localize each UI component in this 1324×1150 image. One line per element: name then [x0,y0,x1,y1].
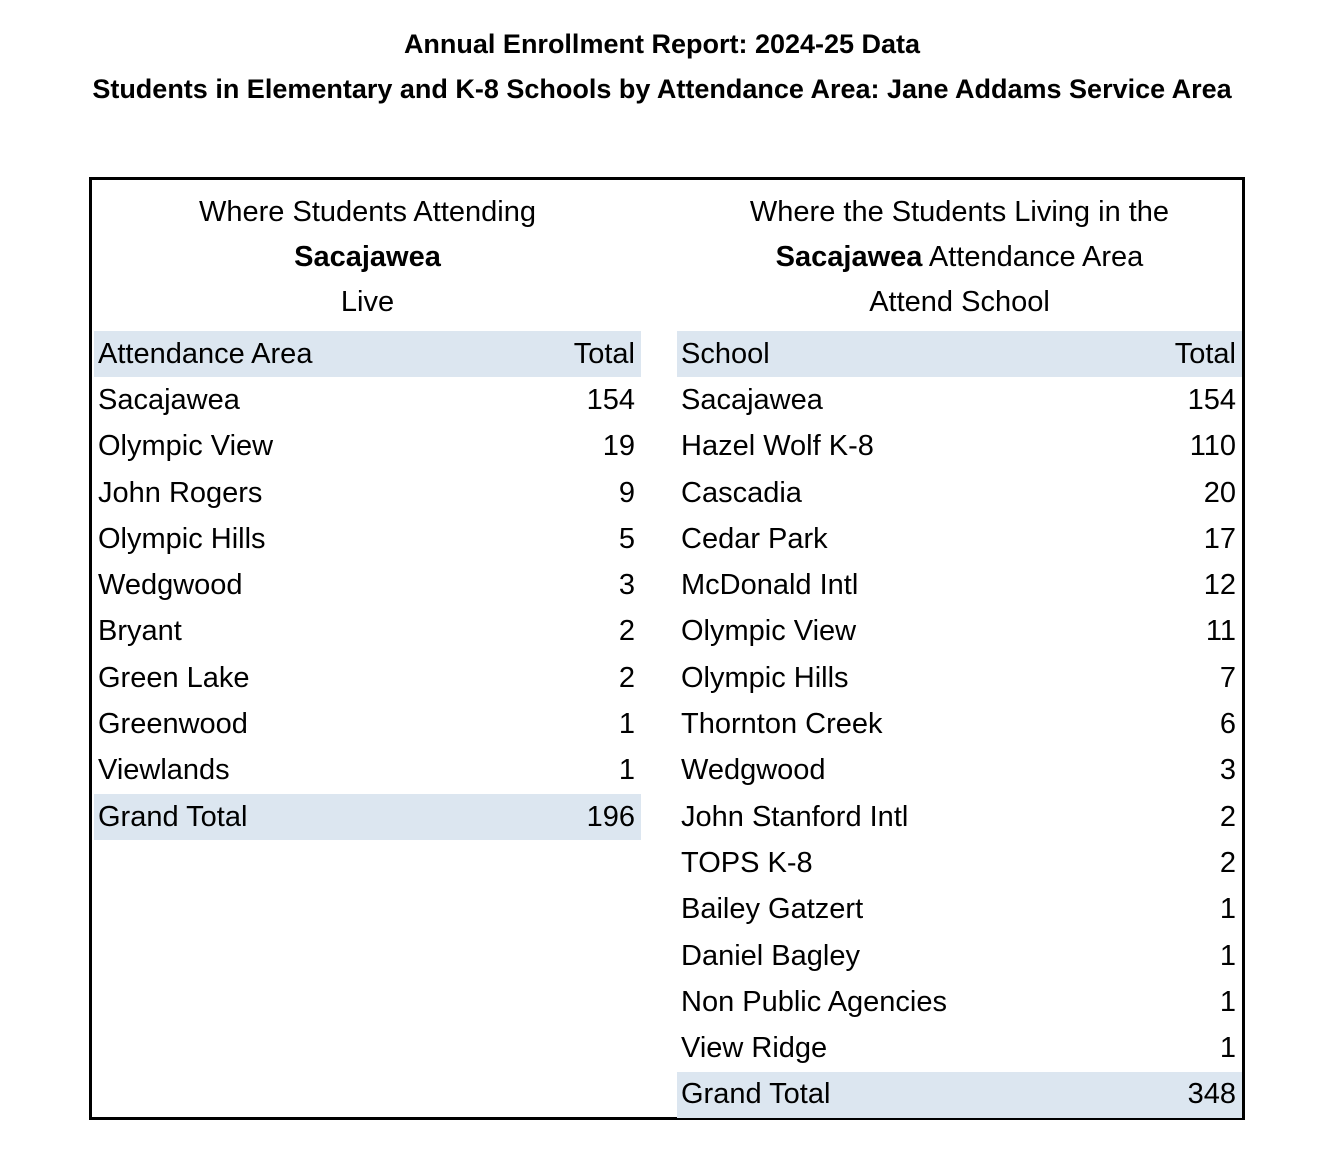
row-total: 11 [1205,615,1236,648]
table-row [94,748,641,794]
left-grand-total-value: 196 [586,800,635,833]
row-label: Olympic Hills [98,522,266,555]
left-table-header [94,331,641,377]
row-label: John Rogers [98,476,263,509]
row-label: Cascadia [681,476,802,509]
row-label: Sacajawea [681,383,823,416]
row-label: Hazel Wolf K-8 [681,430,874,463]
row-label: Olympic View [681,615,857,648]
table-row [94,377,641,423]
row-total: 2 [1219,800,1236,833]
table-row [94,701,641,747]
report-subtitle: Students in Elementary and K-8 Schools by Attendance Area: Jane Addams Service Area [92,74,1232,104]
table-row [677,516,1242,562]
row-total: 19 [602,430,635,463]
table-row [677,424,1242,470]
left-heading-school: Sacajawea [294,241,441,273]
row-total: 3 [1219,754,1236,787]
left-table-body [94,377,641,794]
table-row [94,470,641,516]
row-label: TOPS K-8 [681,846,813,879]
table-row [677,562,1242,608]
row-total: 1 [618,708,635,741]
left-heading-line1: Where Students Attending [199,196,536,228]
row-total: 6 [1219,708,1236,741]
right-col-total: Total [1174,337,1236,370]
row-label: Bailey Gatzert [681,893,864,926]
row-total: 1 [1219,939,1236,972]
table-row [94,424,641,470]
table-row [677,470,1242,516]
row-label: Wedgwood [681,754,826,787]
right-heading-line1: Where the Students Living in the [749,196,1170,228]
row-label: Bryant [98,615,182,648]
left-col-attendance-area: Attendance Area [98,337,313,370]
row-total: 154 [1187,383,1236,416]
table-row [677,609,1242,655]
row-total: 12 [1203,569,1236,602]
left-grand-total-row [94,794,641,840]
row-label: Daniel Bagley [681,939,860,972]
right-grand-total-row [677,1072,1242,1118]
row-total: 2 [618,661,635,694]
table-row [677,887,1242,933]
left-heading-line3: Live [340,286,395,318]
row-total: 2 [618,615,635,648]
row-total: 1 [1219,985,1236,1018]
right-panel-heading [677,180,1242,331]
row-label: Greenwood [98,708,248,741]
table-row [677,933,1242,979]
row-total: 7 [1219,661,1236,694]
table-row [677,794,1242,840]
row-total: 9 [618,476,635,509]
row-label: Cedar Park [681,522,828,555]
row-total: 1 [1219,893,1236,926]
row-label: McDonald Intl [681,569,859,602]
report-title: Annual Enrollment Report: 2024-25 Data [403,29,921,59]
left-panel [94,180,641,840]
left-col-total: Total [573,337,635,370]
right-table-body [677,377,1242,1071]
row-label: Wedgwood [98,569,243,602]
row-label: Viewlands [98,754,230,787]
table-row [94,655,641,701]
row-total: 1 [618,754,635,787]
table-row [677,701,1242,747]
row-label: Olympic View [98,430,274,463]
row-total: 17 [1203,522,1236,555]
right-grand-total-value: 348 [1187,1078,1236,1111]
table-row [677,655,1242,701]
table-row [677,979,1242,1025]
row-label: Green Lake [98,661,250,694]
right-col-school: School [681,337,770,370]
left-grand-total-label: Grand Total [98,800,248,833]
table-row [677,748,1242,794]
row-label: Non Public Agencies [681,985,947,1018]
row-label: Thornton Creek [681,708,883,741]
row-label: Sacajawea [98,383,240,416]
row-label: View Ridge [681,1032,828,1065]
right-heading-line3: Attend School [869,286,1050,318]
table-row [94,516,641,562]
right-table-header [677,331,1242,377]
row-label: John Stanford Intl [681,800,909,833]
row-label: Olympic Hills [681,661,849,694]
row-total: 110 [1189,430,1236,463]
row-total: 154 [586,383,635,416]
right-heading-school: Sacajawea [775,241,923,273]
row-total: 2 [1219,846,1236,879]
row-total: 3 [618,569,635,602]
row-total: 20 [1203,476,1236,509]
row-total: 5 [618,522,635,555]
table-row [94,562,641,608]
table-row [677,1025,1242,1071]
left-panel-heading [94,180,641,331]
table-row [94,609,641,655]
report-table-frame [89,177,1245,1120]
table-row [677,840,1242,886]
table-row [677,377,1242,423]
right-heading-line2-rest: Attendance Area [922,241,1144,273]
row-total: 1 [1219,1032,1236,1065]
right-grand-total-label: Grand Total [681,1078,831,1111]
right-panel [677,180,1242,1118]
